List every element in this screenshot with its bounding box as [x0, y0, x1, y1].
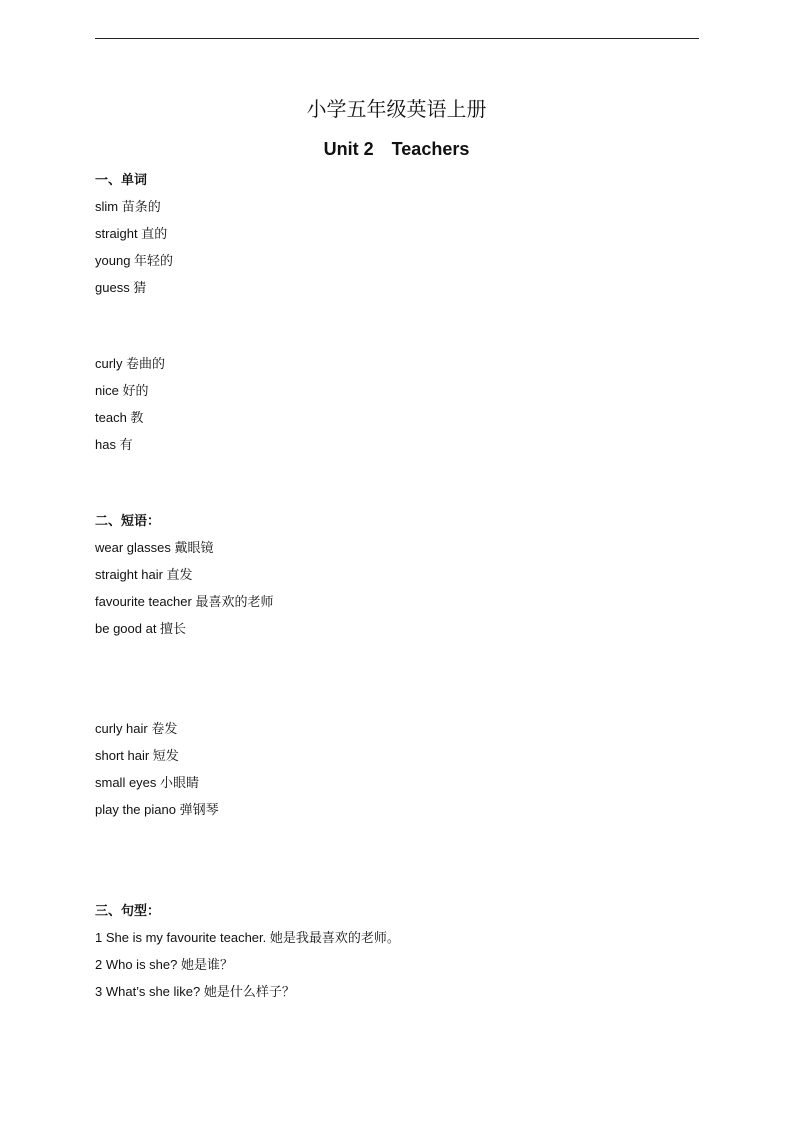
phrase-item: be good at 擅长 [95, 621, 187, 636]
phrase-item: small eyes 小眼睛 [95, 775, 200, 790]
phrase-item: short hair 短发 [95, 748, 179, 763]
sentence-item: 2 Who is she? 她是谁？ [95, 957, 233, 972]
vocab-item: slim 苗条的 [95, 199, 161, 214]
vocab-item: curly 卷曲的 [95, 356, 166, 371]
phrase-item: play the piano 弹钢琴 [95, 802, 219, 817]
phrase-item: favourite teacher 最喜欢的老师 [95, 594, 274, 609]
section-heading-words: 一、单词 [95, 172, 148, 187]
vocab-item: guess 猜 [95, 280, 147, 295]
sentence-item: 3 What’s she like? 她是什么样子？ [95, 984, 295, 999]
phrase-item: wear glasses 戴眼镜 [95, 540, 214, 555]
phrase-item: curly hair 卷发 [95, 721, 178, 736]
vocab-item: nice 好的 [95, 383, 149, 398]
phrase-item: straight hair 直发 [95, 567, 193, 582]
header-rule [95, 38, 699, 39]
vocab-item: young 年轻的 [95, 253, 174, 268]
section-heading-sentences: 三、句型： [95, 903, 161, 918]
sentence-item: 1 She is my favourite teacher. 她是我最喜欢的老师。 [95, 930, 400, 945]
vocab-item: teach 教 [95, 410, 144, 425]
document-title: 小学五年级英语上册 [306, 99, 487, 121]
section-heading-phrases: 二、短语： [95, 513, 161, 528]
unit-title: Unit 2 Teachers [323, 139, 470, 159]
vocab-item: has 有 [95, 437, 133, 452]
vocab-item: straight 直的 [95, 226, 168, 241]
